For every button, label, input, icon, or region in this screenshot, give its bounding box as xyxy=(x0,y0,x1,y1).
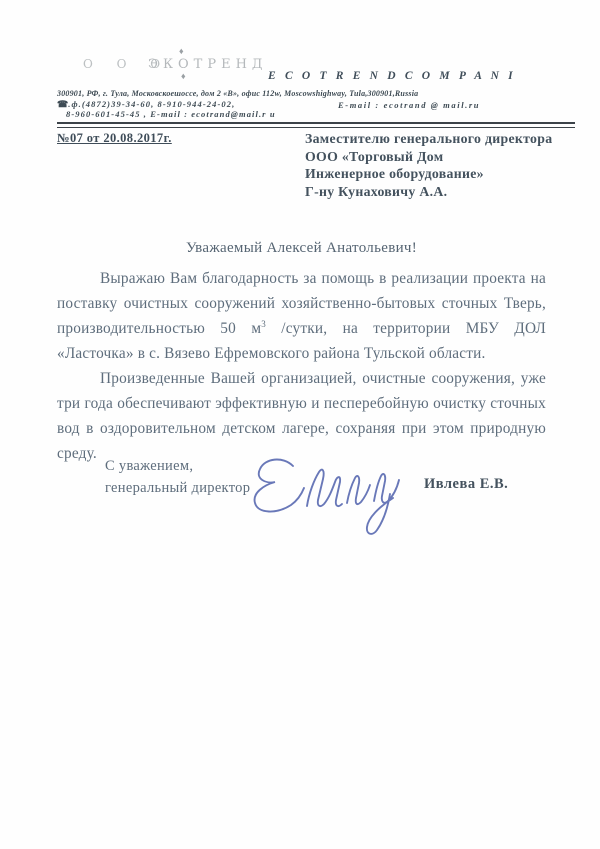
superscript-cubed: 3 xyxy=(261,318,266,329)
signature-handwritten xyxy=(235,436,410,541)
reference-number-date: №07 от 20.08.2017г. xyxy=(57,131,172,145)
address-line: 300901, РФ, г. Тула, Московскоешоссе, дом 2 «В», офис 112w, Moscowshighway, Tula,300901,Russia xyxy=(57,89,419,98)
company-name: E C O T R E N D C O M P A N I xyxy=(268,70,516,82)
email-address: E-mail : ecotrand @ mail.ru xyxy=(338,100,481,110)
closing-regards: С уважением, xyxy=(105,458,194,474)
paragraph-1-text-cont: /сутки, на территории МБУ ДОЛ «Ласточка» в с. Вязево Ефремовского района Тульской области. xyxy=(57,320,546,362)
logo-brand-text: ЭКОТРЕНД xyxy=(148,57,268,72)
header-divider xyxy=(57,122,575,128)
paragraph-1-text: Выражаю Вам благодарность за помощь в реализации проекта на поставку очистных сооружений хозяйственно-бытовых сточных Тверь, производительностью 50 м xyxy=(57,270,546,337)
signer-name: Ивлева Е.В. xyxy=(424,476,509,492)
salutation: Уважаемый Алексей Анатольевич! xyxy=(185,240,418,256)
signer-title: генеральный директор xyxy=(105,480,251,496)
recipient-block xyxy=(305,130,585,200)
recipient-line: Заместителю генерального директора xyxy=(305,131,553,146)
logo-diamond-top-icon: ♦ xyxy=(179,46,184,56)
recipient-line: ООО «Торговый Дом xyxy=(305,148,444,164)
phone-fax-numbers: .ф.(4872)39-34-60, 8-910-944-24-02, xyxy=(68,99,236,109)
recipient-line: Инженерное оборудование» xyxy=(305,166,484,182)
phone-email-line2: 8-960-601-45-45 , E-mail : ecotrand@mail.r u xyxy=(66,109,276,119)
recipient-line: Г-ну Кунаховичу А.А. xyxy=(305,183,448,199)
logo-diamond-bottom-icon: ♦ xyxy=(181,71,186,81)
phone-icon: ☎ xyxy=(57,99,69,109)
paragraph-1 xyxy=(57,266,546,366)
paragraph-2: Произведенные Вашей организацией, очистные сооружения, уже три года обеспечивают эффективную и песперебойную очистку сточных вод в оздоровительном детском лагере, сохраняя при этом природную среду. xyxy=(57,370,546,462)
logo-ooo-text: О О О xyxy=(83,57,171,71)
